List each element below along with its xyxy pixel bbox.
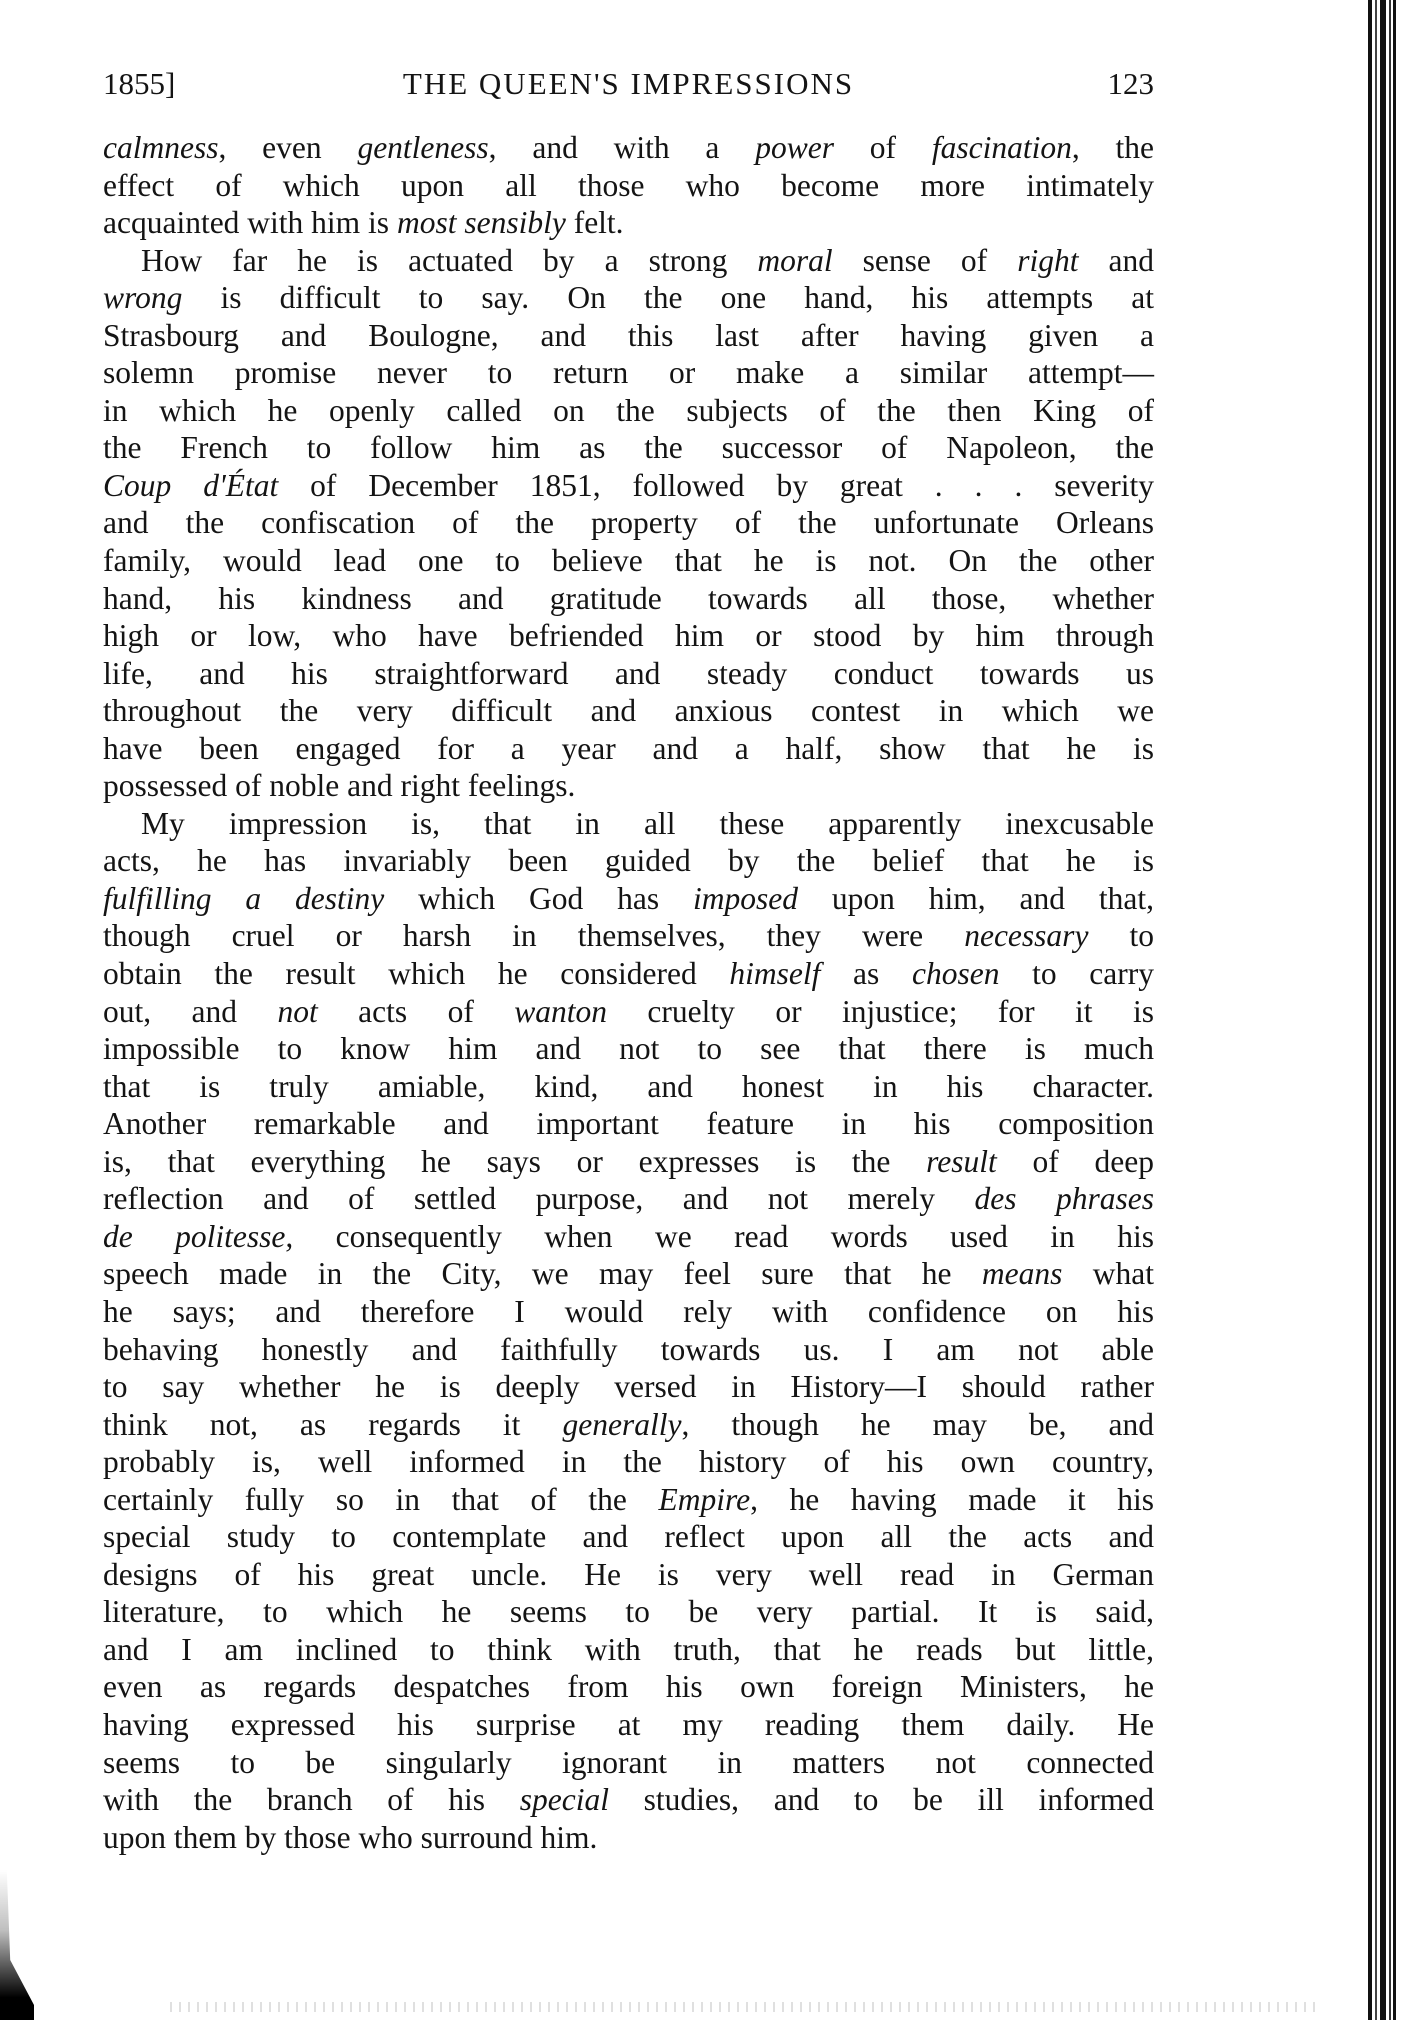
text-segment: that is truly amiable, kind, and honest in his character. — [103, 1068, 1154, 1104]
italic-text: gentleness — [357, 130, 489, 165]
text-line — [103, 1293, 1154, 1331]
text-line — [103, 1180, 1154, 1218]
text-line — [103, 279, 1154, 317]
text-segment: obtain the result which he considered — [103, 956, 730, 992]
text-segment: Another remarkable and important feature in his composition — [103, 1106, 1154, 1142]
text-line — [103, 1668, 1154, 1706]
italic-text: moral — [757, 242, 833, 278]
text-segment: , and with a — [488, 130, 756, 165]
page-body-text — [103, 129, 1154, 1856]
text-segment: , he having made it his — [750, 1481, 1154, 1517]
page-edge-line — [1375, 0, 1377, 2020]
text-segment: to carry — [999, 956, 1155, 992]
italic-text: right — [1017, 242, 1079, 278]
italic-text: imposed — [692, 880, 798, 916]
text-line — [103, 842, 1154, 880]
text-line — [103, 504, 1154, 542]
text-segment: special study to contemplate and reflect upon all the acts and — [103, 1519, 1154, 1555]
italic-text: de politesse, — [103, 1218, 294, 1254]
text-line — [103, 955, 1154, 993]
text-line — [103, 242, 1154, 280]
text-segment: possessed of noble and right feelings. — [103, 768, 576, 804]
italic-text: fascination — [931, 130, 1072, 165]
text-line — [103, 655, 1154, 693]
text-segment: is difficult to say. On the one hand, his attempts at — [182, 280, 1154, 316]
text-segment: cruelty or injustice; for it is — [607, 993, 1154, 1029]
text-line — [103, 1631, 1154, 1669]
text-segment: consequently when we read words used in his — [293, 1218, 1154, 1254]
text-segment: which God has — [384, 880, 693, 916]
italic-text: des phrases — [974, 1181, 1155, 1217]
text-line — [103, 1255, 1154, 1293]
italic-text: chosen — [911, 956, 1000, 992]
text-line — [103, 1706, 1154, 1744]
text-segment: have been engaged for a year and a half, show that he is — [103, 730, 1154, 766]
text-segment: , even — [218, 130, 358, 165]
text-line — [103, 880, 1154, 918]
text-line — [103, 993, 1154, 1031]
italic-text: calmness — [103, 130, 219, 165]
text-segment: and the confiscation of the property of the unfortunate Orleans — [103, 505, 1154, 541]
text-segment: hand, his kindness and gratitude towards all those, whether — [103, 580, 1154, 616]
text-segment: How far he is actuated by a strong — [141, 242, 758, 278]
text-segment: as — [820, 956, 912, 992]
text-line — [103, 1518, 1154, 1556]
text-segment: family, would lead one to believe that he is not. On the other — [103, 543, 1154, 579]
text-segment: high or low, who have befriended him or stood by him through — [103, 618, 1154, 654]
text-segment: , the — [1071, 130, 1154, 165]
text-segment: out, and — [103, 993, 278, 1029]
page-number: 123 — [1107, 66, 1154, 101]
text-line — [103, 1368, 1154, 1406]
text-segment: of deep — [996, 1143, 1155, 1179]
text-segment: upon them by those who surround him. — [103, 1819, 598, 1855]
text-line — [103, 1819, 1154, 1857]
text-line — [103, 1331, 1154, 1369]
text-segment: impossible to know him and not to see that there is much — [103, 1031, 1154, 1067]
text-line — [103, 692, 1154, 730]
text-segment: certainly fully so in that of the — [103, 1481, 659, 1517]
text-segment: solemn promise never to return or make a similar attempt— — [103, 355, 1154, 391]
header-year: 1855] — [103, 66, 176, 101]
text-line — [103, 617, 1154, 655]
italic-text: wanton — [514, 993, 607, 1029]
text-segment: felt. — [565, 205, 624, 241]
page-edge-line — [1368, 0, 1372, 2020]
text-line — [103, 1105, 1154, 1143]
italic-text: power — [755, 130, 834, 165]
text-segment: what — [1062, 1256, 1154, 1292]
paragraph — [103, 242, 1154, 805]
text-segment: sense of — [832, 242, 1018, 278]
page-edge-line — [1389, 0, 1391, 2020]
text-line — [103, 317, 1154, 355]
text-segment: My impression is, that in all these apparently inexcusable — [141, 805, 1154, 841]
text-segment: acquainted with him is — [103, 205, 397, 241]
page-edge-line — [1380, 0, 1386, 2020]
italic-text: means — [981, 1256, 1063, 1292]
text-segment: he says; and therefore I would rely with confidence on his — [103, 1293, 1154, 1329]
italic-text: Empire — [658, 1481, 751, 1517]
text-segment: acts of — [317, 993, 515, 1029]
running-header — [103, 66, 1154, 110]
text-line — [103, 1406, 1154, 1444]
text-segment: reflection and of settled purpose, and not merely — [103, 1181, 975, 1217]
text-segment: upon him, and that, — [797, 880, 1154, 916]
text-line — [103, 129, 1154, 167]
italic-text: Coup d'État — [103, 467, 279, 503]
text-line — [103, 1744, 1154, 1782]
text-segment: though cruel or harsh in themselves, they were — [103, 918, 965, 954]
paragraph — [103, 805, 1154, 1856]
text-segment: and — [1078, 242, 1154, 278]
italic-text: special — [519, 1782, 609, 1818]
text-segment: seems to be singularly ignorant in matters not connected — [103, 1744, 1154, 1780]
text-segment: the French to follow him as the successor of Napoleon, the — [103, 430, 1154, 466]
text-line — [103, 167, 1154, 205]
text-segment: and I am inclined to think with truth, that he reads but little, — [103, 1631, 1154, 1667]
text-line — [103, 580, 1154, 618]
text-line — [103, 204, 1154, 242]
text-segment: literature, to which he seems to be very partial. It is said, — [103, 1594, 1154, 1630]
text-segment: in which he openly called on the subjects of the then King of — [103, 392, 1154, 428]
header-title: THE QUEEN'S IMPRESSIONS — [402, 66, 855, 101]
text-segment: probably is, well informed in the history of his own country, — [103, 1444, 1154, 1480]
text-line — [103, 1068, 1154, 1106]
text-line — [103, 1443, 1154, 1481]
scan-smudge — [0, 1870, 34, 2020]
text-segment: Strasbourg and Boulogne, and this last after having given a — [103, 317, 1154, 353]
text-line — [103, 805, 1154, 843]
text-segment: studies, and to be ill informed — [608, 1782, 1154, 1818]
italic-text: not — [277, 993, 318, 1029]
text-line — [103, 1143, 1154, 1181]
text-line — [103, 767, 1154, 805]
text-segment: , though he may be, and — [681, 1406, 1154, 1442]
text-line — [103, 730, 1154, 768]
text-segment: of December 1851, followed by great . . . severity — [278, 467, 1155, 503]
scan-noise — [170, 2002, 1321, 2012]
text-line — [103, 1593, 1154, 1631]
text-segment: throughout the very difficult and anxious contest in which we — [103, 693, 1154, 729]
text-segment: designs of his great uncle. He is very well read in German — [103, 1556, 1154, 1592]
text-segment: to say whether he is deeply versed in History—I should rather — [103, 1369, 1154, 1405]
italic-text: generally — [562, 1406, 682, 1442]
text-line — [103, 467, 1154, 505]
text-segment: to — [1088, 918, 1154, 954]
text-line — [103, 917, 1154, 955]
text-line — [103, 1556, 1154, 1594]
text-segment: speech made in the City, we may feel sure that he — [103, 1256, 982, 1292]
text-line — [103, 392, 1154, 430]
italic-text: wrong — [103, 280, 183, 316]
text-segment: having expressed his surprise at my reading them daily. He — [103, 1706, 1154, 1742]
text-line — [103, 1030, 1154, 1068]
text-line — [103, 1781, 1154, 1819]
italic-text: most sensibly — [396, 205, 566, 241]
text-line — [103, 429, 1154, 467]
text-line — [103, 1481, 1154, 1519]
paragraph — [103, 129, 1154, 242]
text-segment: even as regards despatches from his own foreign Ministers, he — [103, 1669, 1154, 1705]
text-segment: think not, as regards it — [103, 1406, 563, 1442]
italic-text: himself — [729, 956, 821, 992]
text-line — [103, 1218, 1154, 1256]
text-segment: is, that everything he says or expresses is the — [103, 1143, 927, 1179]
italic-text: result — [926, 1143, 997, 1179]
italic-text: necessary — [964, 918, 1089, 954]
text-line — [103, 542, 1154, 580]
page-edge-line — [1393, 0, 1396, 2020]
text-segment: with the branch of his — [103, 1782, 520, 1818]
text-segment: acts, he has invariably been guided by the belief that he is — [103, 843, 1154, 879]
text-segment: life, and his straightforward and steady conduct towards us — [103, 655, 1154, 691]
text-segment: effect of which upon all those who become more intimately — [103, 167, 1154, 203]
italic-text: fulfilling a destiny — [103, 880, 385, 916]
text-segment: behaving honestly and faithfully towards us. I am not able — [103, 1331, 1154, 1367]
text-segment: of — [833, 130, 932, 165]
text-line — [103, 354, 1154, 392]
